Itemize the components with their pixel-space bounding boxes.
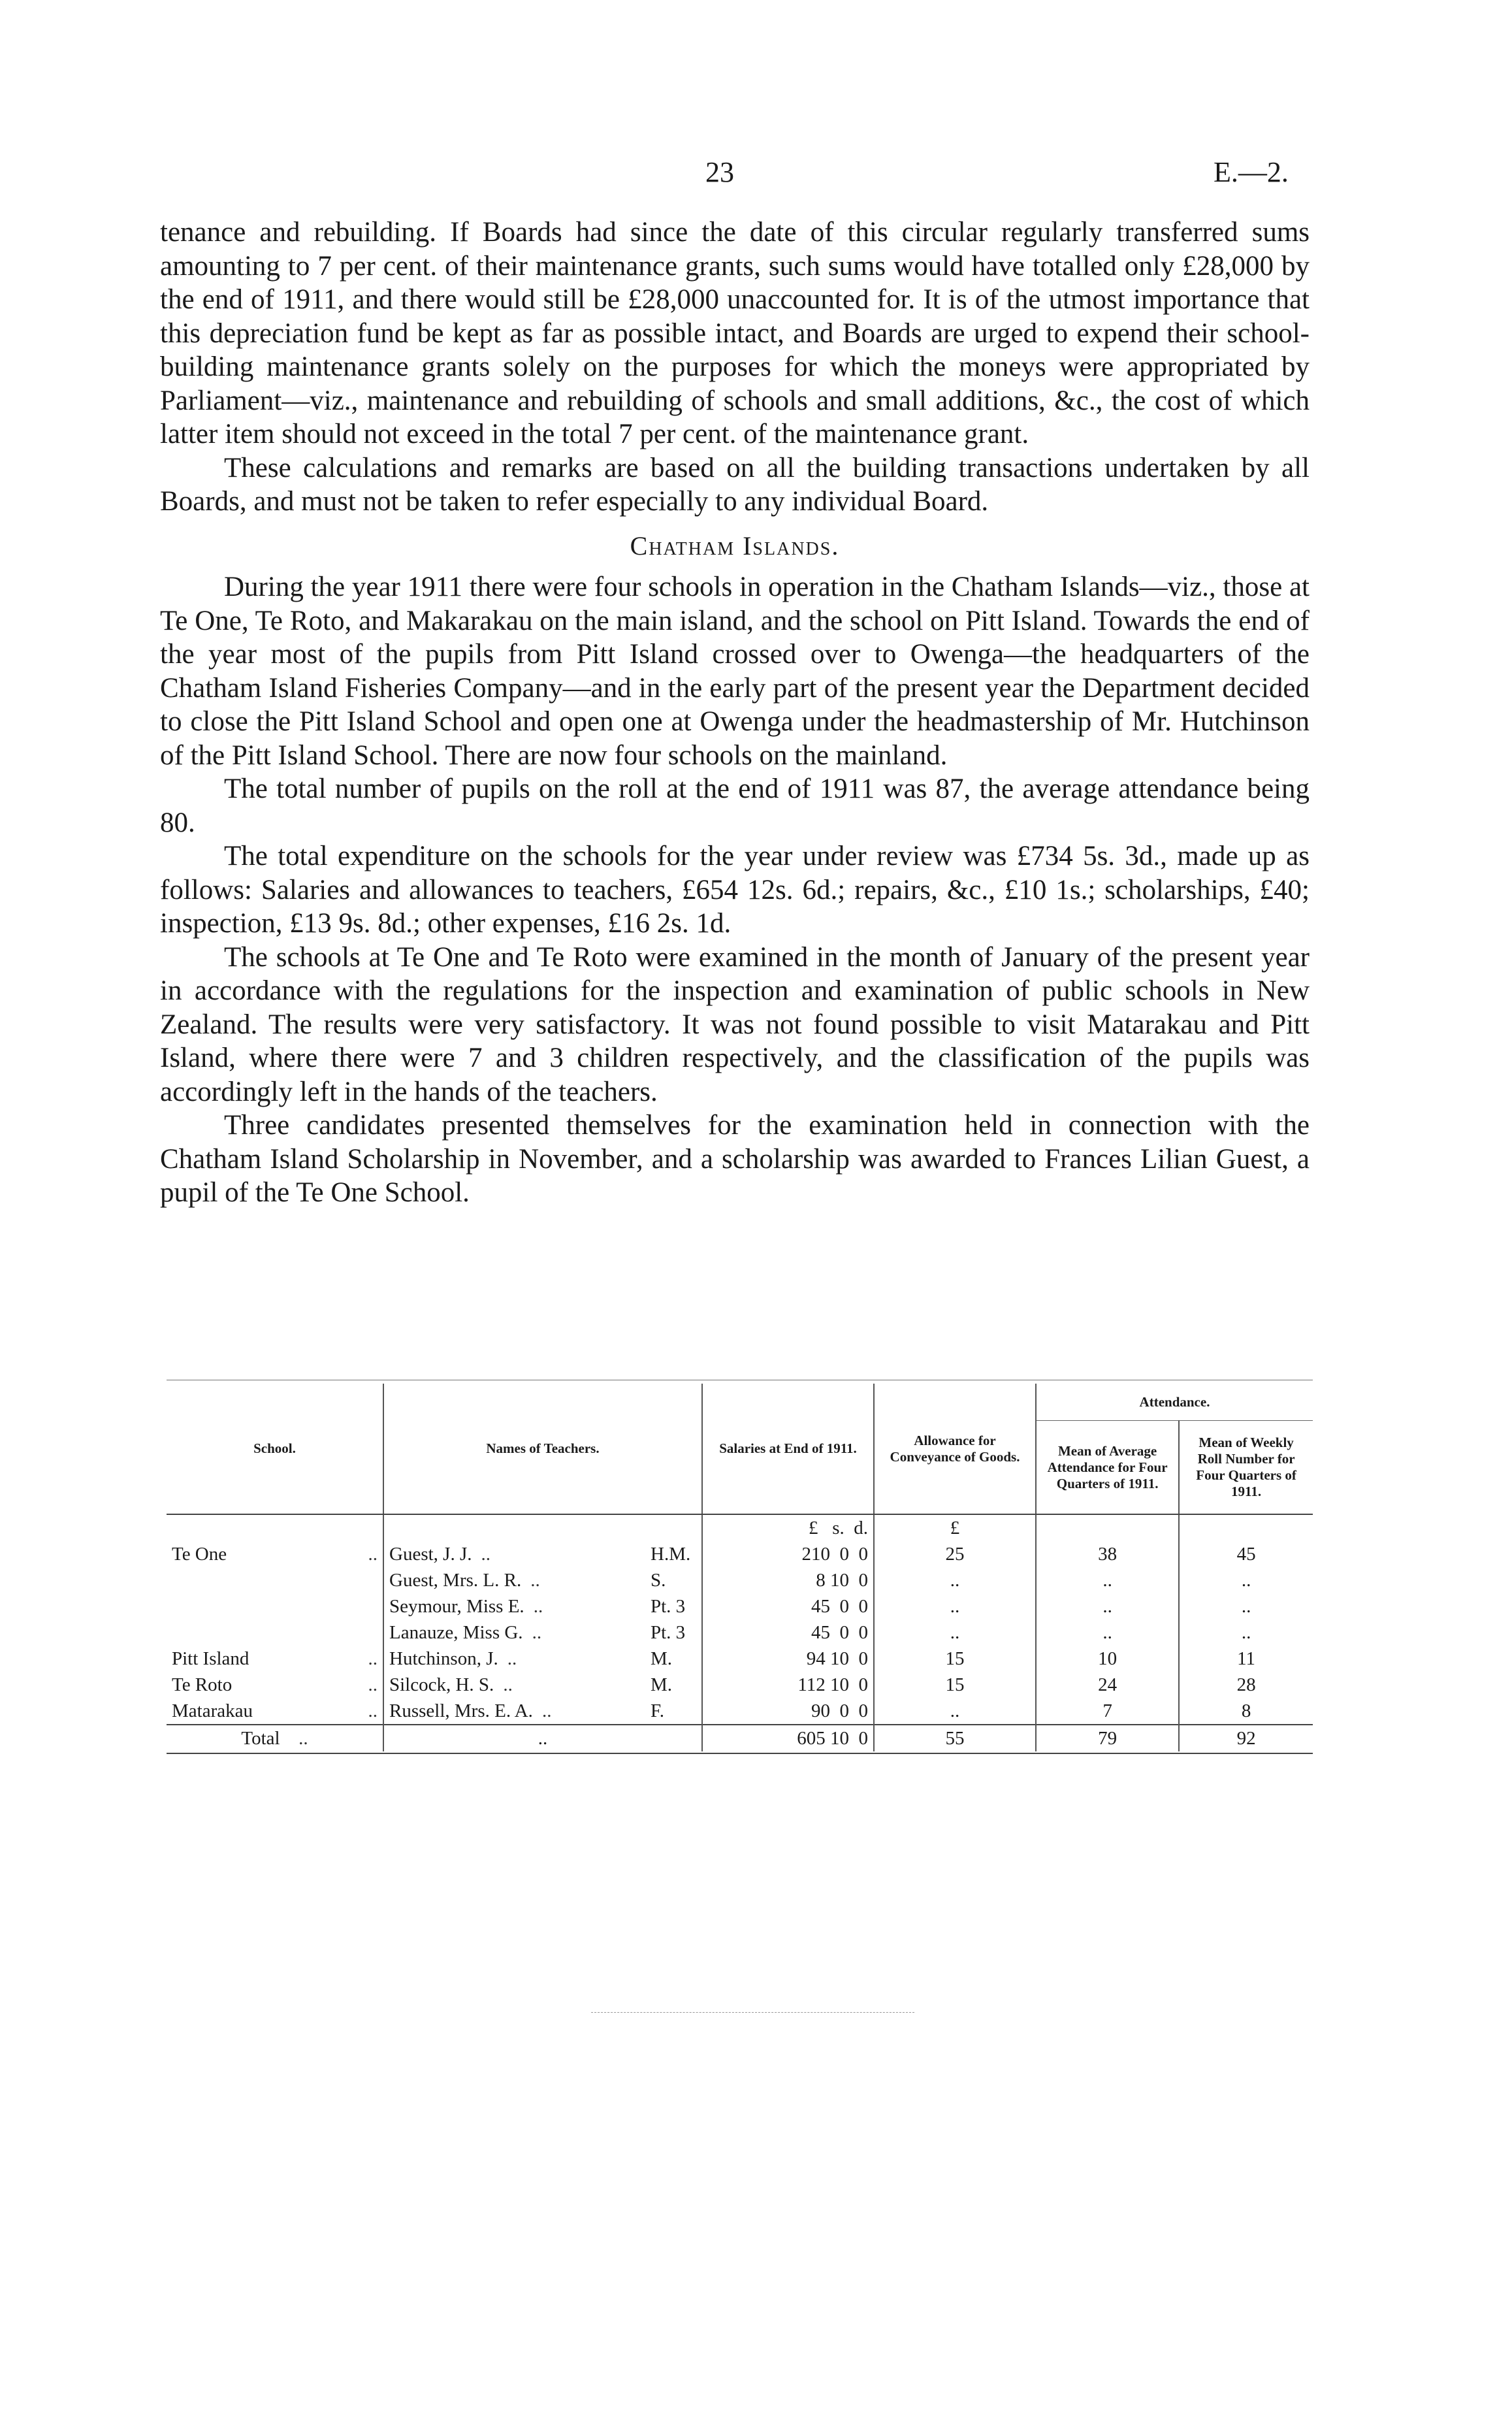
- teacher-position: M.: [651, 1674, 673, 1695]
- teacher-position: M.: [651, 1648, 673, 1669]
- table-row: [167, 1541, 1313, 1567]
- school-cell: [167, 1698, 383, 1725]
- school-cell: [167, 1619, 383, 1646]
- school-dots: ..: [368, 1700, 378, 1721]
- roll-cell: ..: [1179, 1619, 1313, 1646]
- teacher-dots: ..: [533, 1596, 543, 1617]
- roll-cell: 45: [1179, 1541, 1313, 1567]
- allowance-cell: ..: [874, 1698, 1036, 1725]
- school-name: Matarakau: [172, 1700, 253, 1721]
- teacher-cell: [383, 1698, 702, 1725]
- school-name: Te One: [172, 1544, 227, 1565]
- teacher-cell: [383, 1541, 702, 1567]
- table-row: [167, 1619, 1313, 1646]
- salary-cell: 8 10 0: [702, 1567, 874, 1593]
- teacher-cell: [383, 1567, 702, 1593]
- allowance-units: £: [874, 1514, 1036, 1541]
- total-label-dots: ..: [298, 1728, 308, 1749]
- attendance-cell: ..: [1036, 1619, 1179, 1646]
- table-row: [167, 1698, 1313, 1725]
- paragraph: Three candidates presented themselves for the examination held in connection with the Chatham Island Scholarship in November, and a scholarship was awarded to Frances Lilian Guest, a pupil of the Te One School.: [160, 1110, 1310, 1208]
- teacher-dots: ..: [532, 1622, 542, 1643]
- total-salary: 605 10 0: [702, 1725, 874, 1751]
- allowance-cell: 25: [874, 1541, 1036, 1567]
- paragraph: tenance and rebuilding. If Boards had since the date of this circular regularly transferred sums amounting to 7 per cent. of their maintenance grants, such sums would have totalled only £28,000 by the end of 1911, and there would still be £28,000 unaccounted for. It is of the utmost importance that this depreciation fund be kept as far as possible intact, and Boards are urged to expend their school-building maintenance grants solely on the purposes for which the moneys were appropriated by Parliament—viz., maintenance and rebuilding of schools and small additions, &c., the cost of which latter item should not exceed in the total 7 per cent. of the maintenance grant.: [160, 217, 1310, 449]
- header-allowance: Allowance for Conveyance of Goods.: [874, 1384, 1036, 1514]
- teacher-name: Seymour, Miss E.: [389, 1596, 524, 1617]
- paragraph: During the year 1911 there were four schools in operation in the Chatham Islands—viz., those at Te One, Te Roto, and Makarakau on the main island, and the school on Pitt Island. Towards the end of the year most of the pupils from Pitt Island crossed over to Owenga—the headquarters of the Chatham Island Fisheries Company—and in the early part of the present year the Department decided to close the Pitt Island School and open one at Owenga under the headmastership of Mr. Hutchinson of the Pitt Island School. There are now four schools on the mainland.: [160, 572, 1310, 771]
- table-row: [167, 1672, 1313, 1698]
- salary-units: £ s. d.: [702, 1514, 874, 1541]
- roll-cell: 11: [1179, 1646, 1313, 1672]
- header-salaries: Salaries at End of 1911.: [702, 1384, 874, 1514]
- teacher-name: Lanauze, Miss G.: [389, 1622, 523, 1643]
- roll-cell: 28: [1179, 1672, 1313, 1698]
- header-attendance: Attendance.: [1036, 1384, 1313, 1421]
- allowance-cell: 15: [874, 1672, 1036, 1698]
- salary-cell: 45 0 0: [702, 1593, 874, 1619]
- paragraph: The total number of pupils on the roll at the end of 1911 was 87, the average attendance being 80.: [160, 773, 1310, 838]
- school-cell: [167, 1567, 383, 1593]
- teacher-position: S.: [651, 1570, 666, 1591]
- school-cell: [167, 1646, 383, 1672]
- teacher-cell: [383, 1593, 702, 1619]
- teacher-position: Pt. 3: [651, 1596, 686, 1617]
- teacher-position: F.: [651, 1700, 665, 1721]
- teacher-name: Guest, Mrs. L. R.: [389, 1570, 522, 1591]
- salary-cell: 210 0 0: [702, 1541, 874, 1567]
- total-label: Total: [241, 1728, 280, 1749]
- units-row: [167, 1514, 1313, 1541]
- body-text: [160, 216, 1310, 1210]
- teacher-dots: ..: [481, 1544, 491, 1565]
- teacher-name: Silcock, H. S.: [389, 1674, 494, 1695]
- school-dots: ..: [368, 1674, 378, 1695]
- total-label-cell: [167, 1725, 383, 1751]
- salary-cell: 94 10 0: [702, 1646, 874, 1672]
- header-mean-attendance: Mean of Average Attendance for Four Quarters of 1911.: [1036, 1421, 1179, 1515]
- table-row: [167, 1646, 1313, 1672]
- school-cell: [167, 1541, 383, 1567]
- paragraph: The total expenditure on the schools for the year under review was £734 5s. 3d., made up as follows: Salaries and allowances to teachers, £654 12s. 6d.; repairs, &c., £10 1s.; scholarships, £40; inspection, £13 9s. 8d.; other expenses, £16 2s. 1d.: [160, 841, 1310, 939]
- teacher-name: Russell, Mrs. E. A.: [389, 1700, 533, 1721]
- attendance-cell: ..: [1036, 1593, 1179, 1619]
- school-cell: [167, 1672, 383, 1698]
- attendance-cell: 10: [1036, 1646, 1179, 1672]
- header-school: School.: [167, 1384, 383, 1514]
- teacher-dots: ..: [530, 1570, 540, 1591]
- school-name: Te Roto: [172, 1674, 233, 1695]
- roll-cell: 8: [1179, 1698, 1313, 1725]
- school-cell: [167, 1593, 383, 1619]
- school-dots: ..: [368, 1544, 378, 1565]
- attendance-cell: 38: [1036, 1541, 1179, 1567]
- teacher-dots: ..: [503, 1674, 513, 1695]
- paragraph: These calculations and remarks are based on all the building transactions undertaken by all Boards, and must not be taken to refer especially to any individual Board.: [160, 452, 1310, 517]
- teacher-cell: [383, 1646, 702, 1672]
- total-allowance: 55: [874, 1725, 1036, 1751]
- attendance-cell: ..: [1036, 1567, 1179, 1593]
- end-rule: [591, 2012, 914, 2013]
- teacher-dots: ..: [541, 1700, 552, 1721]
- teacher-name: Hutchinson, J.: [389, 1648, 498, 1669]
- teacher-cell: [383, 1672, 702, 1698]
- section-heading: Chatham Islands.: [630, 530, 840, 561]
- table-row: [167, 1567, 1313, 1593]
- teacher-name: Guest, J. J.: [389, 1544, 472, 1565]
- table-bottom-rule: [167, 1751, 1313, 1753]
- attendance-cell: 7: [1036, 1698, 1179, 1725]
- attendance-cell: 24: [1036, 1672, 1179, 1698]
- total-teacher-dots: ..: [383, 1725, 702, 1751]
- page-number: 23: [705, 156, 734, 188]
- total-attendance: 79: [1036, 1725, 1179, 1751]
- salary-cell: 45 0 0: [702, 1619, 874, 1646]
- teachers-table: [167, 1384, 1313, 1754]
- teacher-cell: [383, 1619, 702, 1646]
- roll-cell: ..: [1179, 1567, 1313, 1593]
- allowance-cell: 15: [874, 1646, 1036, 1672]
- header-teachers: Names of Teachers.: [383, 1384, 702, 1514]
- school-name: Pitt Island: [172, 1648, 249, 1669]
- roll-cell: ..: [1179, 1593, 1313, 1619]
- document-code: E.—2.: [1214, 156, 1289, 188]
- teacher-position: Pt. 3: [651, 1622, 686, 1643]
- salary-cell: 112 10 0: [702, 1672, 874, 1698]
- allowance-cell: ..: [874, 1593, 1036, 1619]
- salary-cell: 90 0 0: [702, 1698, 874, 1725]
- allowance-cell: ..: [874, 1567, 1036, 1593]
- table-row: [167, 1593, 1313, 1619]
- school-dots: ..: [368, 1648, 378, 1669]
- total-roll: 92: [1179, 1725, 1313, 1751]
- teacher-position: H.M.: [651, 1544, 691, 1565]
- teacher-dots: ..: [507, 1648, 517, 1669]
- header-mean-roll: Mean of Weekly Roll Number for Four Quarters of 1911.: [1179, 1421, 1313, 1515]
- allowance-cell: ..: [874, 1619, 1036, 1646]
- total-row: [167, 1725, 1313, 1751]
- paragraph: The schools at Te One and Te Roto were examined in the month of January of the present year in accordance with the regulations for the inspection and examination of public schools in New Zealand. The results were very satisfactory. It was not found possible to visit Matarakau and Pitt Island, where there were 7 and 3 children respectively, and the classification of the pupils was accordingly left in the hands of the teachers.: [160, 941, 1310, 1107]
